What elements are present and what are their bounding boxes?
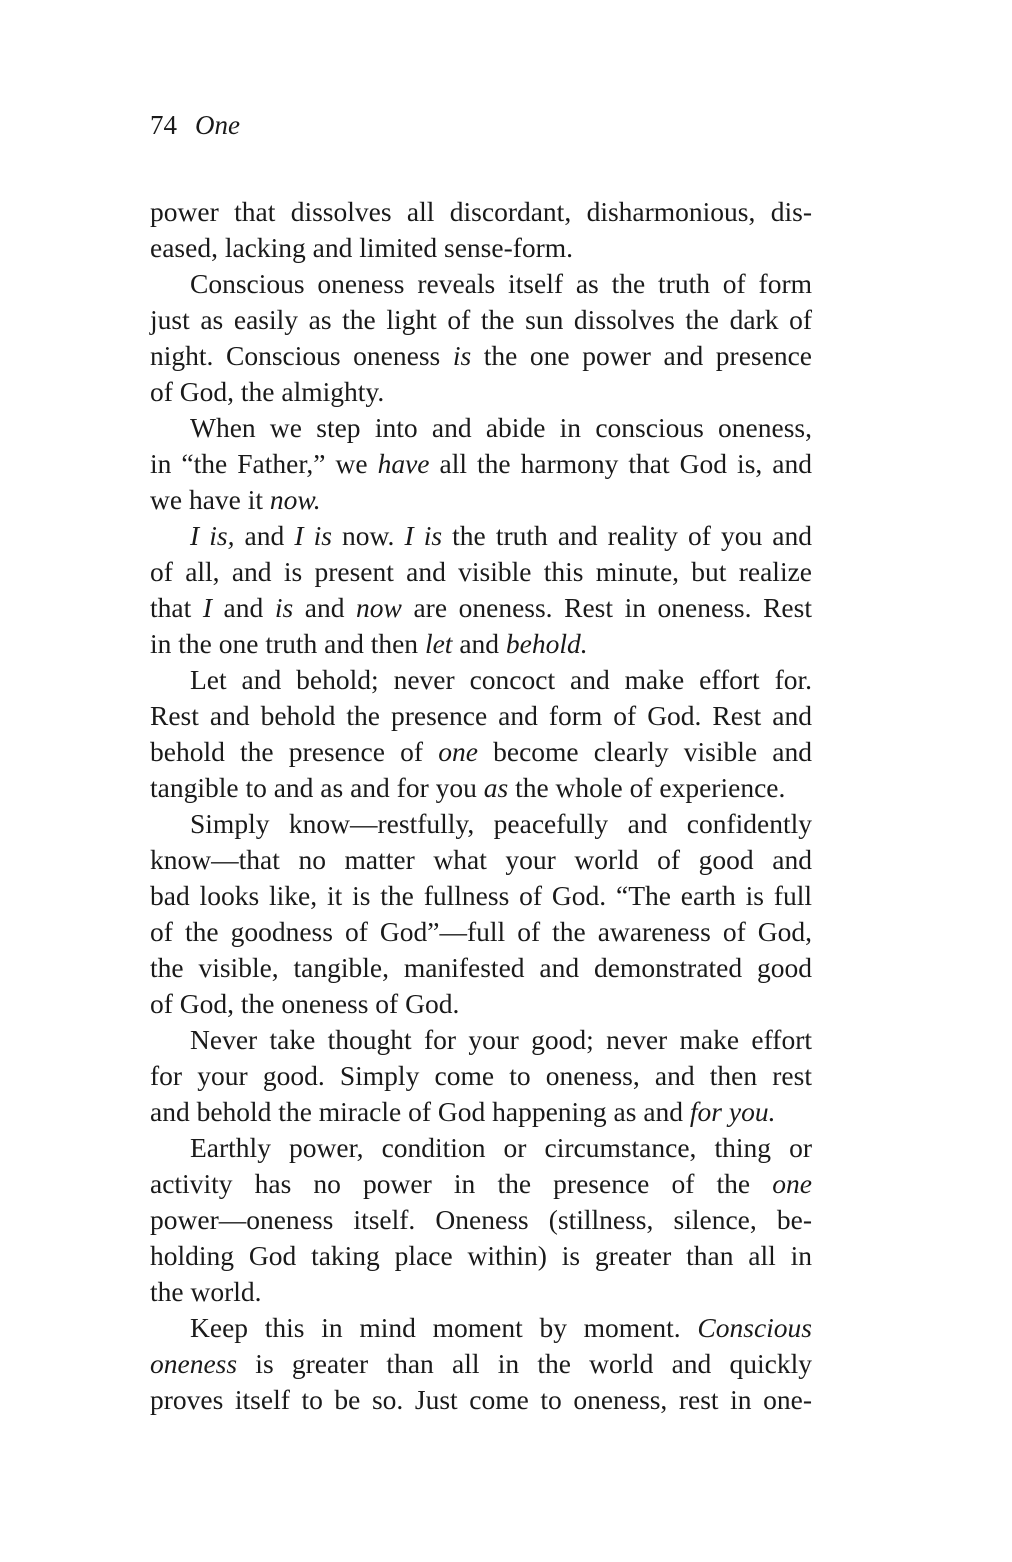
text-run: proves itself to be so. Just come to oneness, rest in one- — [150, 1384, 812, 1415]
text-run: and — [293, 592, 357, 623]
text-line — [150, 410, 812, 446]
text-line — [150, 230, 812, 266]
text-run: for your good. Simply come to oneness, and then rest — [150, 1060, 812, 1091]
italic-text: one — [438, 736, 478, 767]
italic-text: I is — [294, 520, 332, 551]
italic-text: I — [202, 592, 212, 623]
text-line — [150, 986, 812, 1022]
text-line — [150, 302, 812, 338]
text-run: now. — [331, 520, 405, 551]
italic-text: behold. — [505, 628, 588, 659]
text-run: in “the Father,” we — [150, 448, 378, 479]
text-line — [150, 590, 812, 626]
text-run: bad looks like, it is the fullness of God. “The earth is full — [150, 880, 812, 911]
text-run: of God, the almighty. — [150, 376, 385, 407]
body-text — [150, 194, 812, 1418]
text-run: activity has no power in the presence of the — [150, 1168, 773, 1199]
italic-text: as — [483, 772, 509, 803]
italic-text: Conscious — [697, 1312, 812, 1343]
text-run: Never take thought for your good; never make effort — [190, 1024, 812, 1055]
text-run: the world. — [150, 1276, 262, 1307]
text-line — [150, 482, 812, 518]
text-run: the whole of experience. — [508, 772, 786, 803]
text-line — [150, 374, 812, 410]
italic-text: have — [377, 448, 430, 479]
page-number: 74 — [150, 110, 177, 140]
text-line — [150, 446, 812, 482]
text-run: the truth and reality of you and — [442, 520, 812, 551]
text-run: and — [211, 592, 275, 623]
text-run: and behold the miracle of God happening as and — [150, 1096, 690, 1127]
text-run: When we step into and abide in conscious oneness, — [190, 412, 812, 443]
text-run: and — [452, 628, 506, 659]
text-line — [150, 338, 812, 374]
text-run: night. Conscious oneness — [150, 340, 453, 371]
text-line — [150, 914, 812, 950]
italic-text: let — [424, 628, 453, 659]
text-line — [150, 1058, 812, 1094]
text-line — [150, 1202, 812, 1238]
text-run: the one power and presence — [471, 340, 812, 371]
text-line — [150, 878, 812, 914]
italic-text: one — [772, 1168, 812, 1199]
text-line — [150, 950, 812, 986]
text-run: Keep this in mind moment by moment. — [190, 1312, 698, 1343]
text-run: just as easily as the light of the sun dissolves the dark of — [150, 304, 812, 335]
text-line — [150, 518, 812, 554]
text-line — [150, 194, 812, 230]
text-run: Conscious oneness reveals itself as the truth of form — [190, 268, 812, 299]
text-line — [150, 806, 812, 842]
running-head — [150, 107, 240, 143]
text-run: we have it — [150, 484, 270, 515]
text-run: of all, and is present and visible this minute, but realize — [150, 556, 812, 587]
text-run: power that dissolves all discordant, disharmonious, dis- — [150, 196, 812, 227]
text-line — [150, 1094, 812, 1130]
text-line — [150, 554, 812, 590]
italic-text: I is, — [190, 520, 235, 551]
italic-text: I is — [404, 520, 443, 551]
text-run: become clearly visible and — [477, 736, 812, 767]
text-run: that — [150, 592, 203, 623]
text-run: of God, the oneness of God. — [150, 988, 460, 1019]
text-run: in the one truth and then — [150, 628, 425, 659]
text-line — [150, 1130, 812, 1166]
text-line — [150, 662, 812, 698]
text-line — [150, 626, 812, 662]
text-line — [150, 1310, 812, 1346]
text-line — [150, 1274, 812, 1310]
text-run: tangible to and as and for you — [150, 772, 484, 803]
text-run: Let and behold; never concoct and make effort for. — [190, 664, 812, 695]
italic-text: oneness — [150, 1348, 238, 1379]
text-run: the visible, tangible, manifested and demonstrated good — [150, 952, 812, 983]
text-line — [150, 698, 812, 734]
text-run: Earthly power, condition or circumstance, thing or — [190, 1132, 812, 1163]
text-line — [150, 842, 812, 878]
text-run: Rest and behold the presence and form of God. Rest and — [150, 700, 812, 731]
italic-text: now — [356, 592, 402, 623]
book-title: One — [195, 110, 240, 140]
text-line — [150, 734, 812, 770]
text-line — [150, 770, 812, 806]
text-run: behold the presence of — [150, 736, 439, 767]
text-line — [150, 266, 812, 302]
text-run: power—oneness itself. Oneness (stillness, silence, be- — [150, 1204, 812, 1235]
italic-text: for you. — [689, 1096, 776, 1127]
text-run: is greater than all in the world and quickly — [237, 1348, 812, 1379]
italic-text: is — [452, 340, 472, 371]
text-line — [150, 1346, 812, 1382]
text-run: and — [234, 520, 295, 551]
text-run: Simply know—restfully, peacefully and confidently — [190, 808, 812, 839]
text-run: know—that no matter what your world of good and — [150, 844, 812, 875]
text-run: of the goodness of God”—full of the awareness of God, — [150, 916, 812, 947]
italic-text: now. — [269, 484, 321, 515]
text-line — [150, 1382, 812, 1418]
text-run: eased, lacking and limited sense-form. — [150, 232, 574, 263]
text-line — [150, 1022, 812, 1058]
text-run: all the harmony that God is, and — [429, 448, 812, 479]
text-line — [150, 1166, 812, 1202]
text-run: are oneness. Rest in oneness. Rest — [401, 592, 812, 623]
italic-text: is — [274, 592, 294, 623]
text-run: holding God taking place within) is greater than all in — [150, 1240, 812, 1271]
text-line — [150, 1238, 812, 1274]
